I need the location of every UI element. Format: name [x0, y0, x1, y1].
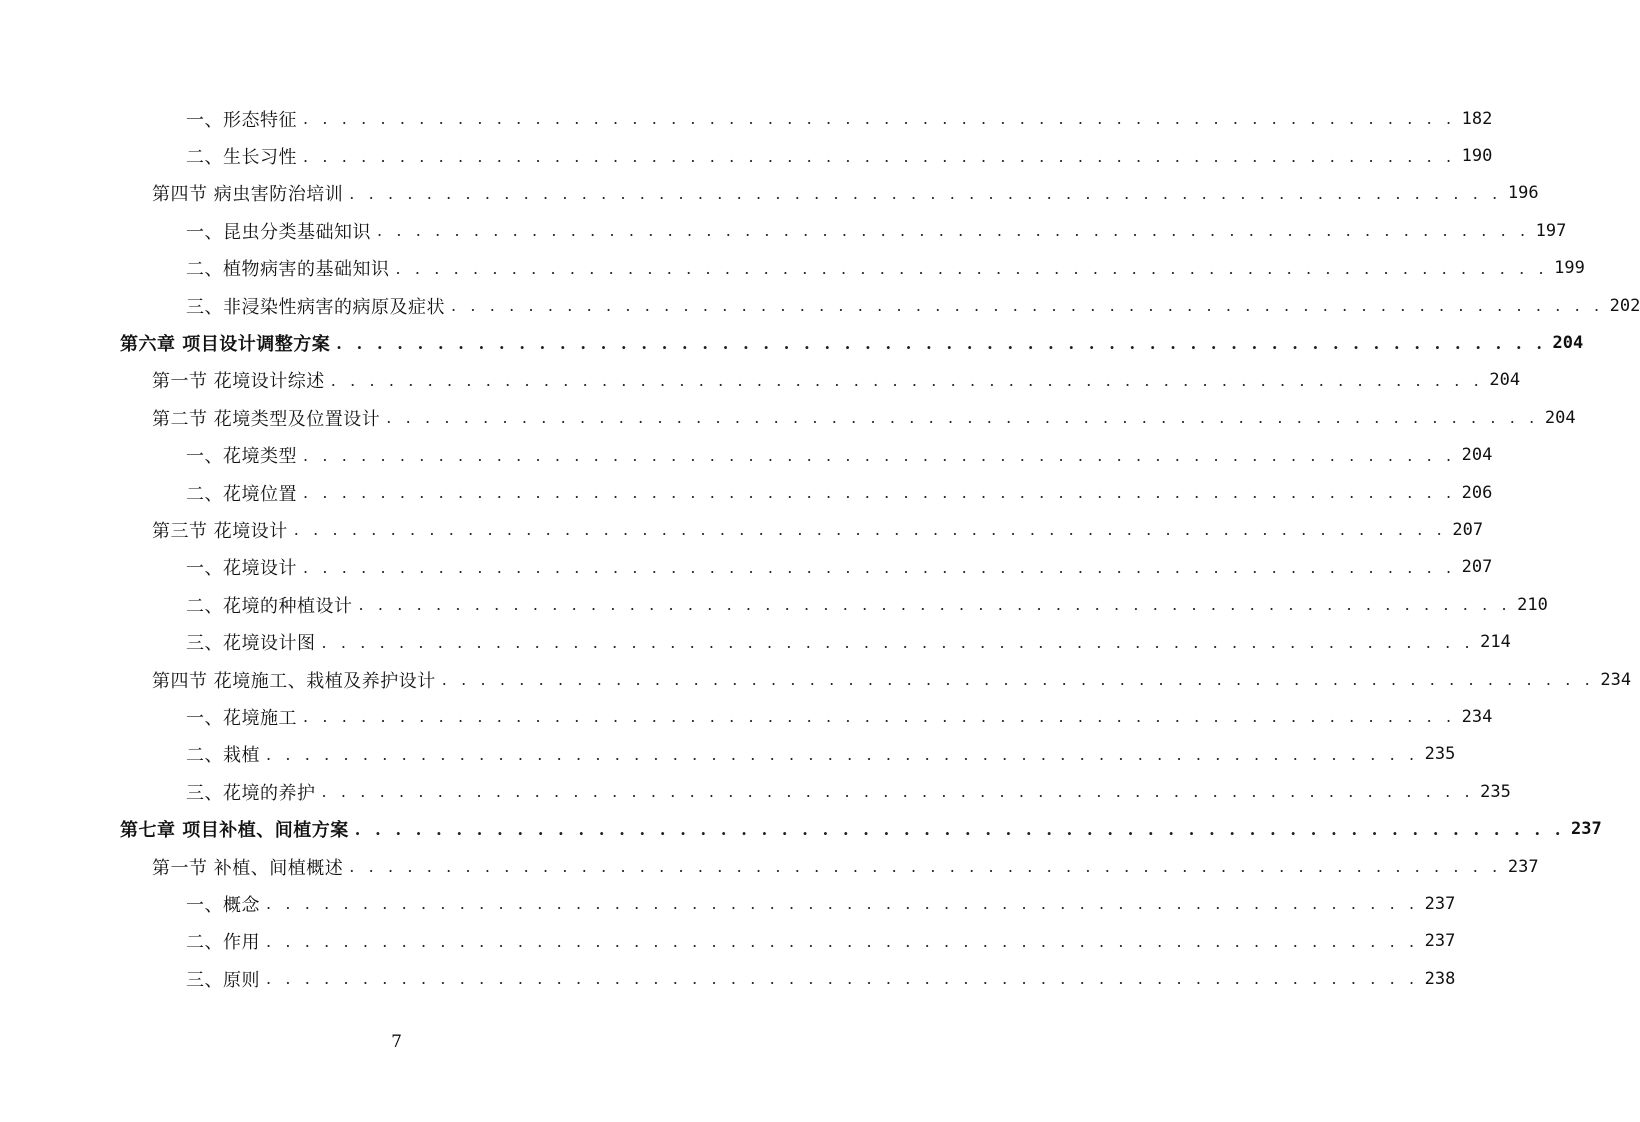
toc-entry-page-number: 210: [1517, 594, 1548, 615]
toc-dot-leader: . . . . . . . . . . . . . . . . . . . . . . . . . . . . . . . . . . . . . . . . . . . . . . . . . . . . . . . . . . . .: [303, 445, 1456, 465]
toc-entry-label: 一、花境类型: [186, 442, 303, 468]
toc-dot-leader: . . . . . . . . . . . . . . . . . . . . . . . . . . . . . . . . . . . . . . . . . . . . . . . . . . . . . . . . . . . .: [266, 931, 1419, 951]
toc-subsection-entry[interactable]: [0, 885, 1456, 922]
toc-entry-label: 二、花境位置: [186, 480, 303, 506]
toc-subsection-entry[interactable]: [0, 773, 1511, 810]
toc-entry-label: 一、昆虫分类基础知识: [186, 218, 377, 244]
toc-dot-leader: . . . . . . . . . . . . . . . . . . . . . . . . . . . . . . . . . . . . . . . . . . . . . . . . . . . . . . . . . . . .: [349, 183, 1502, 203]
toc-section-entry[interactable]: [0, 362, 1521, 399]
toc-subsection-entry[interactable]: [0, 437, 1493, 474]
toc-entry-page-number: 235: [1424, 744, 1456, 765]
toc-entry-page-number: 196: [1507, 183, 1539, 204]
toc-entry-page-number: 237: [1424, 893, 1456, 914]
table-of-contents: [0, 100, 1640, 997]
toc-entry-page-number: 204: [1544, 407, 1576, 428]
toc-entry-label: 第一节 补植、间植概述: [152, 854, 349, 880]
toc-subsection-entry[interactable]: [0, 623, 1511, 660]
toc-dot-leader: . . . . . . . . . . . . . . . . . . . . . . . . . . . . . . . . . . . . . . . . . . . . . . . . . . . . . . . . . . . .: [330, 370, 1484, 390]
toc-dot-leader: . . . . . . . . . . . . . . . . . . . . . . . . . . . . . . . . . . . . . . . . . . . . . . . . . . . . . . . . . . . .: [321, 632, 1475, 652]
toc-section-entry[interactable]: [0, 848, 1539, 885]
toc-entry-label: 第一节 花境设计综述: [152, 367, 331, 393]
toc-chapter-entry[interactable]: [0, 324, 1584, 361]
toc-chapter-entry[interactable]: [0, 810, 1602, 847]
toc-dot-leader: . . . . . . . . . . . . . . . . . . . . . . . . . . . . . . . . . . . . . . . . . . . . . . . . . . . . . . . . . . . .: [266, 894, 1419, 914]
toc-dot-leader: . . . . . . . . . . . . . . . . . . . . . . . . . . . . . . . . . . . . . . . . . . . . . . . . . . . . . . . . . . . .: [451, 296, 1604, 316]
toc-subsection-entry[interactable]: [0, 698, 1493, 735]
toc-entry-page-number: 199: [1554, 258, 1585, 279]
toc-entry-label: 三、花境设计图: [186, 629, 322, 655]
toc-entry-page-number: 237: [1424, 931, 1456, 952]
toc-entry-label: 三、非浸染性病害的病原及症状: [186, 293, 451, 319]
toc-dot-leader: . . . . . . . . . . . . . . . . . . . . . . . . . . . . . . . . . . . . . . . . . . . . . . . . . . . . . . . . . . . .: [349, 857, 1502, 876]
toc-dot-leader: . . . . . . . . . . . . . . . . . . . . . . . . . . . . . . . . . . . . . . . . . . . . . . . . . . . . . . . . . . . .: [377, 221, 1530, 241]
toc-entry-label: 三、原则: [186, 966, 266, 992]
toc-section-entry[interactable]: [0, 661, 1632, 698]
toc-entry-page-number: 190: [1461, 146, 1493, 167]
toc-entry-page-number: 207: [1452, 519, 1484, 540]
toc-entry-page-number: 204: [1489, 370, 1521, 391]
toc-entry-label: 二、栽植: [186, 741, 266, 767]
page-number: 7: [391, 1032, 402, 1052]
toc-entry-page-number: 237: [1571, 819, 1602, 840]
toc-dot-leader: . . . . . . . . . . . . . . . . . . . . . . . . . . . . . . . . . . . . . . . . . . . . . . . . . . . . . . . . . . . .: [266, 969, 1419, 989]
toc-entry-label: 一、形态特征: [186, 106, 303, 132]
toc-entry-page-number: 214: [1480, 632, 1511, 653]
toc-entry-page-number: 234: [1600, 669, 1632, 690]
toc-subsection-entry[interactable]: [0, 586, 1548, 623]
toc-entry-page-number: 197: [1535, 220, 1567, 241]
toc-dot-leader: . . . . . . . . . . . . . . . . . . . . . . . . . . . . . . . . . . . . . . . . . . . . . . . . . . . . . . . . . . . .: [441, 670, 1595, 690]
toc-entry-page-number: 235: [1480, 781, 1511, 802]
toc-entry-page-number: 182: [1461, 108, 1493, 129]
toc-subsection-entry[interactable]: [0, 287, 1640, 324]
toc-entry-label: 第六章 项目设计调整方案: [120, 330, 336, 356]
toc-dot-leader: . . . . . . . . . . . . . . . . . . . . . . . . . . . . . . . . . . . . . . . . . . . . . . . . . . . . . . . . . . . .: [266, 744, 1419, 764]
toc-subsection-entry[interactable]: [0, 960, 1456, 997]
toc-entry-page-number: 238: [1424, 968, 1456, 989]
toc-subsection-entry[interactable]: [0, 474, 1493, 511]
toc-entry-page-number: 202: [1609, 295, 1640, 316]
toc-subsection-entry[interactable]: [0, 736, 1456, 773]
toc-dot-leader: . . . . . . . . . . . . . . . . . . . . . . . . . . . . . . . . . . . . . . . . . . . . . . . . . . . . . . . . . . . .: [303, 483, 1456, 503]
toc-entry-page-number: 204: [1461, 445, 1493, 466]
toc-dot-leader: . . . . . . . . . . . . . . . . . . . . . . . . . . . . . . . . . . . . . . . . . . . . . . . . . . . . . . . . . . . .: [386, 408, 1539, 428]
toc-entry-label: 一、花境施工: [186, 704, 303, 730]
toc-entry-label: 一、概念: [186, 891, 266, 917]
toc-dot-leader: . . . . . . . . . . . . . . . . . . . . . . . . . . . . . . . . . . . . . . . . . . . . . . . . . . . . . . . . . . . .: [303, 557, 1456, 577]
toc-entry-label: 第四节 花境施工、栽植及养护设计: [152, 667, 442, 693]
toc-section-entry[interactable]: [0, 511, 1484, 548]
toc-subsection-entry[interactable]: [0, 549, 1493, 586]
toc-dot-leader: . . . . . . . . . . . . . . . . . . . . . . . . . . . . . . . . . . . . . . . . . . . . . . . . . . . . . . . . . . . .: [303, 707, 1456, 727]
toc-subsection-entry[interactable]: [0, 100, 1493, 137]
toc-entry-label: 二、花境的种植设计: [186, 592, 359, 618]
toc-subsection-entry[interactable]: [0, 212, 1567, 249]
toc-dot-leader: . . . . . . . . . . . . . . . . . . . . . . . . . . . . . . . . . . . . . . . . . . . . . . . . . . . . . . . . . . . .: [303, 109, 1456, 129]
toc-entry-label: 第四节 病虫害防治培训: [152, 180, 349, 206]
toc-entry-page-number: 207: [1461, 557, 1493, 578]
toc-dot-leader: . . . . . . . . . . . . . . . . . . . . . . . . . . . . . . . . . . . . . . . . . . . . . . . . . . . . . . . . . . . .: [293, 520, 1447, 540]
toc-dot-leader: . . . . . . . . . . . . . . . . . . . . . . . . . . . . . . . . . . . . . . . . . . . . . . . . . . . . . . . . . . . .: [358, 595, 1512, 615]
toc-entry-label: 一、花境设计: [186, 554, 303, 580]
toc-entry-page-number: 234: [1461, 706, 1493, 727]
toc-subsection-entry[interactable]: [0, 137, 1493, 174]
toc-dot-leader: . . . . . . . . . . . . . . . . . . . . . . . . . . . . . . . . . . . . . . . . . . . . . . . . . . . . . . . . . . . .: [321, 782, 1475, 802]
toc-entry-label: 二、植物病害的基础知识: [186, 255, 396, 281]
toc-entry-label: 二、生长习性: [186, 143, 303, 169]
toc-dot-leader: . . . . . . . . . . . . . . . . . . . . . . . . . . . . . . . . . . . . . . . . . . . . . . . . . . . . . . . . . . . .: [336, 333, 1547, 353]
toc-dot-leader: . . . . . . . . . . . . . . . . . . . . . . . . . . . . . . . . . . . . . . . . . . . . . . . . . . . . . . . . . . . .: [303, 146, 1456, 166]
toc-entry-label: 三、花境的养护: [186, 779, 322, 805]
toc-entry-label: 第七章 项目补植、间植方案: [120, 816, 355, 842]
toc-entry-page-number: 204: [1552, 333, 1584, 354]
toc-entry-page-number: 206: [1461, 482, 1493, 503]
toc-dot-leader: . . . . . . . . . . . . . . . . . . . . . . . . . . . . . . . . . . . . . . . . . . . . . . . . . . . . . . . . . . . .: [395, 258, 1549, 278]
toc-section-entry[interactable]: [0, 399, 1576, 436]
toc-subsection-entry[interactable]: [0, 250, 1585, 287]
toc-subsection-entry[interactable]: [0, 923, 1456, 960]
toc-entry-label: 二、作用: [186, 928, 266, 954]
toc-entry-label: 第三节 花境设计: [152, 517, 294, 543]
toc-dot-leader: . . . . . . . . . . . . . . . . . . . . . . . . . . . . . . . . . . . . . . . . . . . . . . . . . . . . . . . . . . . .: [354, 819, 1566, 839]
toc-entry-page-number: 237: [1507, 856, 1539, 877]
toc-entry-label: 第二节 花境类型及位置设计: [152, 405, 386, 431]
toc-section-entry[interactable]: [0, 175, 1539, 212]
